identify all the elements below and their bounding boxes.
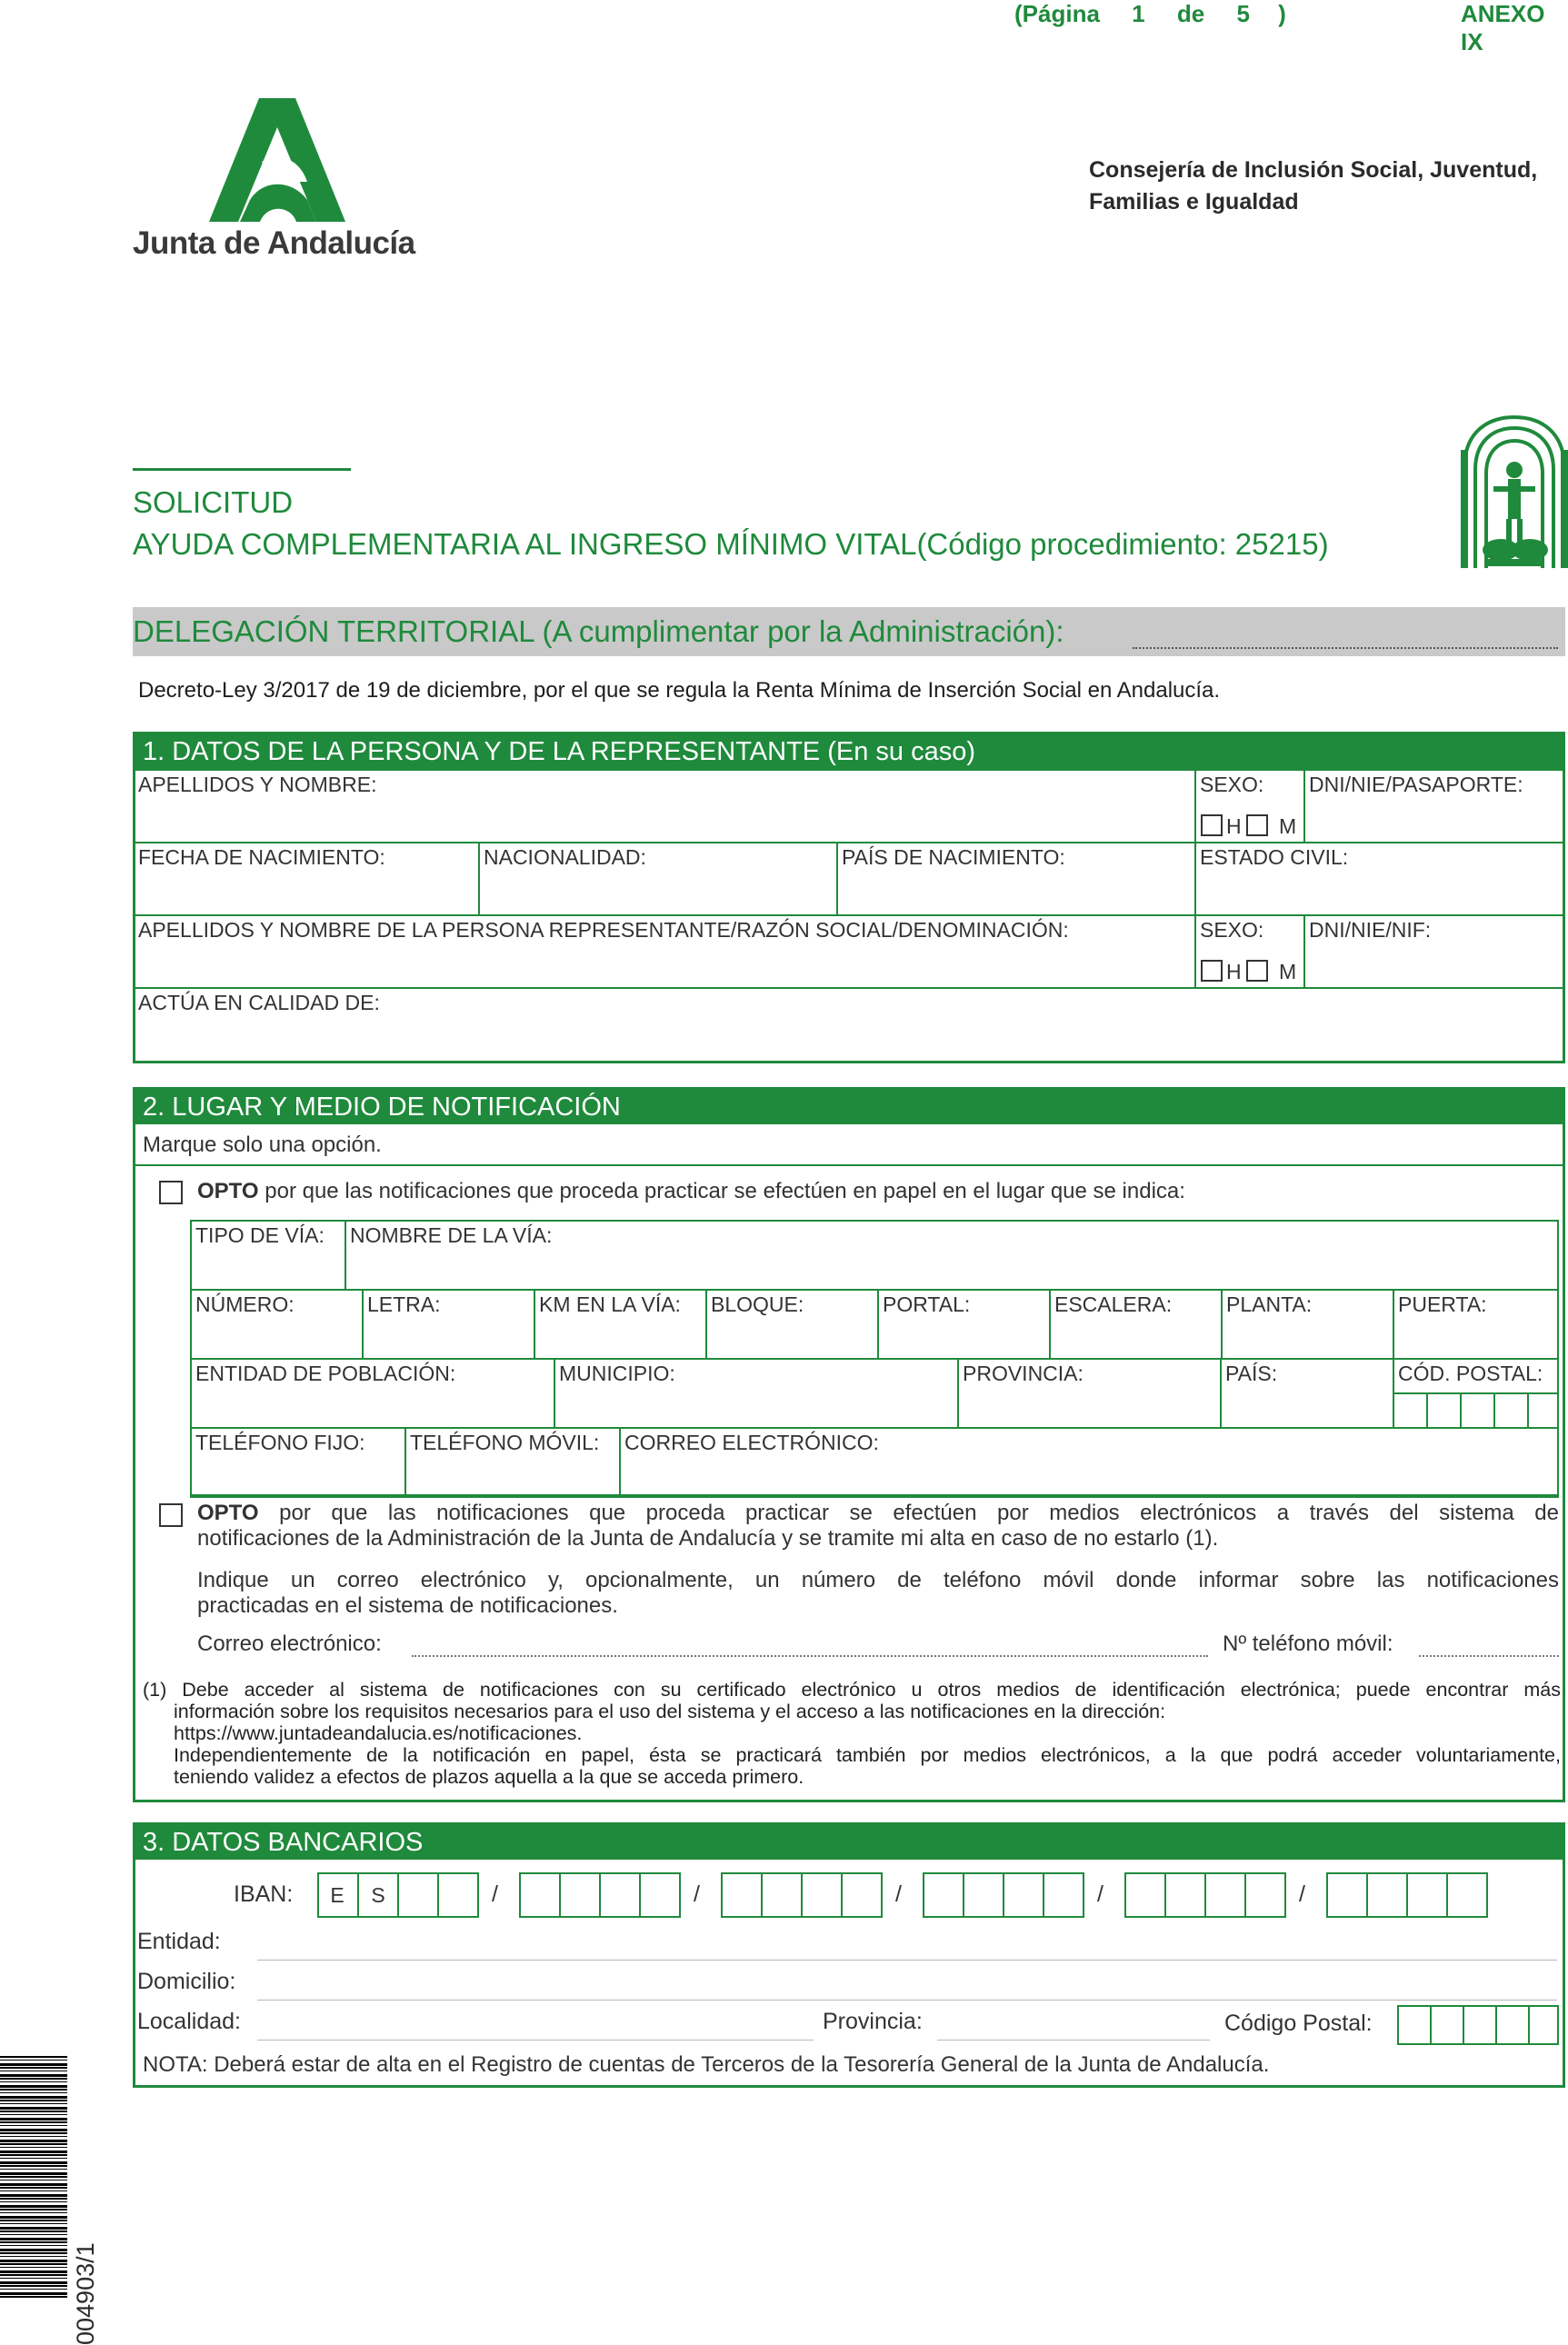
annex-label: ANEXO IX [1461, 0, 1545, 55]
cod-postal-boxes[interactable] [1393, 1392, 1559, 1429]
iban-separator: / [895, 1881, 902, 1907]
iban-block-5[interactable] [1326, 1872, 1488, 1918]
department [1089, 155, 1537, 218]
footnote-1 [143, 1679, 1561, 1788]
planta-field[interactable] [1221, 1289, 1394, 1360]
telefono-movil-field[interactable] [404, 1427, 621, 1498]
footnote-line-1: (1) Debe acceder al sistema de notificaciones con su certificado electrónico u otros medios de identificación electrónica; puede encontrar más [143, 1679, 1561, 1701]
escalera-field[interactable] [1049, 1289, 1223, 1360]
municipio-field[interactable] [554, 1358, 959, 1429]
municipio-label: MUNICIPIO: [559, 1362, 675, 1385]
sexo-label: SEXO: [1200, 773, 1264, 796]
bank-entidad-input[interactable] [257, 1960, 1557, 1961]
section-3-title: 3. DATOS BANCARIOS [135, 1825, 1563, 1860]
dni-nif-field[interactable] [1303, 914, 1565, 989]
iban-digit [559, 1874, 599, 1916]
km-via-field[interactable] [534, 1289, 707, 1360]
opto-papel-desc: por que las notificaciones que proceda practicar se efectúen en papel en el lugar que se indica: [265, 1179, 1185, 1203]
sexo-rep-h-label: H [1226, 960, 1242, 983]
opto-electronico-checkbox[interactable] [159, 1503, 183, 1527]
iban-separator: / [694, 1881, 700, 1907]
dni-nif-label: DNI/NIE/NIF: [1309, 918, 1432, 942]
cp-box-divider [1527, 1394, 1529, 1427]
logo-text: Junta de Andalucía [133, 225, 415, 261]
iban-separator: / [1097, 1881, 1104, 1907]
opto-papel-checkbox[interactable] [159, 1181, 183, 1204]
page-close: ) [1278, 0, 1286, 27]
puerta-field[interactable] [1393, 1289, 1559, 1360]
movil-notif-input[interactable] [1419, 1655, 1559, 1657]
iban-digit [761, 1874, 801, 1916]
sexo-h-label: H [1226, 814, 1242, 838]
opto-electronico-line-2: notificaciones de la Administración de la Junta de Andalucía y se tramite mi alta en caso de no estarlo (1). [197, 1526, 1219, 1551]
nacionalidad-label: NACIONALIDAD: [484, 845, 646, 869]
iban-separator: / [492, 1881, 498, 1907]
pais-label: PAÍS: [1225, 1362, 1278, 1385]
section-2-title: 2. LUGAR Y MEDIO DE NOTIFICACIÓN [135, 1090, 1563, 1124]
telefono-movil-label: TELÉFONO MÓVIL: [410, 1431, 600, 1454]
provincia-field[interactable] [957, 1358, 1222, 1429]
iban-block-3[interactable] [923, 1872, 1084, 1918]
footnote-line-5: teniendo validez a efectos de plazos aquella a la que se acceda primero. [174, 1766, 804, 1788]
iban-digit [599, 1874, 639, 1916]
page-number: 1 [1132, 0, 1145, 27]
estado-civil-field[interactable] [1194, 842, 1565, 916]
bank-domicilio-input[interactable] [257, 2000, 1557, 2001]
decreto-text: Decreto-Ley 3/2017 de 19 de diciembre, por el que se regula la Renta Mínima de Inserción Social en Andalucía. [138, 678, 1221, 703]
iban-digit [1043, 1874, 1083, 1916]
sexo-h-checkbox[interactable] [1201, 814, 1223, 836]
pais-nacimiento-field[interactable] [836, 842, 1196, 916]
bloque-field[interactable] [705, 1289, 879, 1360]
cp-digit [1430, 2007, 1463, 2043]
puerta-label: PUERTA: [1398, 1292, 1487, 1316]
numero-label: NÚMERO: [195, 1292, 295, 1316]
dni-pasaporte-field[interactable] [1303, 769, 1565, 843]
department-line-1: Consejería de Inclusión Social, Juventud, [1089, 157, 1538, 183]
opto-papel-bold: OPTO [197, 1179, 259, 1203]
fecha-nacimiento-field[interactable] [133, 842, 480, 916]
indique-line-1: Indique un correo electrónico y, opcionalmente, un número de teléfono móvil donde informar sobre las notificaciones [197, 1568, 1559, 1592]
provincia-label: PROVINCIA: [963, 1362, 1084, 1385]
bloque-label: BLOQUE: [711, 1292, 804, 1316]
letra-label: LETRA: [367, 1292, 441, 1316]
bank-domicilio-label: Domicilio: [137, 1969, 236, 1994]
estado-civil-label: ESTADO CIVIL: [1200, 845, 1349, 869]
letra-field[interactable] [362, 1289, 535, 1360]
entidad-poblacion-field[interactable] [190, 1358, 555, 1429]
cp-digit [1528, 2007, 1557, 2043]
form-procedure-title: AYUDA COMPLEMENTARIA AL INGRESO MÍNIMO VITAL(Código procedimiento: 25215) [133, 527, 1329, 561]
correo-electronico-label: CORREO ELECTRÓNICO: [624, 1431, 879, 1454]
opto-electronico-desc-1: por que las notificaciones que proceda practicar se efectúen por medios electrónicos a través del sistema de [279, 1501, 1560, 1525]
footnote-url: https://www.juntadeandalucia.es/notificaciones. [174, 1722, 583, 1744]
form-type-title: SOLICITUD [133, 485, 294, 519]
iban-check-digit [397, 1874, 437, 1916]
movil-notif-label: Nº teléfono móvil: [1223, 1632, 1393, 1656]
barcode [0, 2056, 67, 2300]
sexo-rep-m-label: M [1279, 960, 1297, 983]
apellidos-nombre-label: APELLIDOS Y NOMBRE: [138, 773, 377, 796]
iban-digit [1003, 1874, 1043, 1916]
numero-field[interactable] [190, 1289, 364, 1360]
iban-check-digit [437, 1874, 477, 1916]
iban-separator: / [1299, 1881, 1305, 1907]
footnote-line-4: Independientemente de la notificación en papel, ésta se practicará también por medios electrónicos, a la que podrá acceder voluntariamente, [174, 1744, 1561, 1766]
dni-pasaporte-label: DNI/NIE/PASAPORTE: [1309, 773, 1523, 796]
bank-localidad-input[interactable] [257, 2040, 814, 2041]
pais-field[interactable] [1220, 1358, 1394, 1429]
sexo-m-label: M [1279, 814, 1297, 838]
iban-digit [841, 1874, 881, 1916]
junta-logo-icon [209, 98, 345, 222]
fecha-nacimiento-label: FECHA DE NACIMIENTO: [138, 845, 385, 869]
section-2 [133, 1087, 1565, 1802]
telefono-fijo-field[interactable] [190, 1427, 406, 1498]
indique-line-2: practicadas en el sistema de notificaciones. [197, 1593, 618, 1618]
delegacion-fill-line[interactable] [1133, 647, 1558, 649]
coat-of-arms-icon [1461, 414, 1568, 568]
iban-block-2[interactable] [721, 1872, 883, 1918]
department-line-2: Familias e Igualdad [1089, 189, 1299, 215]
page-indicator [1014, 0, 1286, 28]
telefono-fijo-label: TELÉFONO FIJO: [195, 1431, 365, 1454]
iban-char-s: S [357, 1874, 397, 1916]
iban-digit [1446, 1874, 1486, 1916]
actua-calidad-field[interactable] [133, 987, 1565, 1063]
escalera-label: ESCALERA: [1054, 1292, 1173, 1316]
nombre-via-field[interactable] [345, 1220, 1559, 1291]
bank-entidad-label: Entidad: [137, 1929, 221, 1954]
section-1-title: 1. DATOS DE LA PERSONA Y DE LA REPRESENTANTE (En su caso) [135, 734, 1563, 769]
bank-provincia-label: Provincia: [823, 2009, 923, 2034]
section-2-divider [135, 1164, 1563, 1166]
cp-box-divider [1493, 1394, 1495, 1427]
planta-label: PLANTA: [1226, 1292, 1313, 1316]
cp-box-divider [1460, 1394, 1462, 1427]
bank-codigo-postal-boxes[interactable] [1397, 2005, 1559, 2045]
km-via-label: KM EN LA VÍA: [539, 1292, 681, 1316]
representante-label: APELLIDOS Y NOMBRE DE LA PERSONA REPRESENTANTE/RAZÓN SOCIAL/DENOMINACIÓN: [138, 918, 1069, 942]
nombre-via-label: NOMBRE DE LA VÍA: [350, 1223, 553, 1247]
tipo-via-label: TIPO DE VÍA: [195, 1223, 325, 1247]
representante-field[interactable] [133, 914, 1196, 989]
tipo-via-field[interactable] [190, 1220, 346, 1291]
pais-nacimiento-label: PAÍS DE NACIMIENTO: [842, 845, 1065, 869]
address-grid [190, 1220, 1559, 1496]
cp-box-divider [1426, 1394, 1428, 1427]
bank-codigo-postal-label: Código Postal: [1224, 2011, 1373, 2036]
apellidos-nombre-field[interactable] [133, 769, 1196, 843]
opto-electronico-line-1 [197, 1501, 1559, 1526]
bank-provincia-input[interactable] [937, 2040, 1210, 2041]
marque-text: Marque solo una opción. [143, 1133, 382, 1157]
iban-digit [963, 1874, 1003, 1916]
iban-label: IBAN: [234, 1881, 294, 1907]
actua-calidad-label: ACTÚA EN CALIDAD DE: [138, 991, 380, 1014]
opto-papel-text [197, 1179, 1185, 1204]
sexo-rep-h-checkbox[interactable] [1201, 960, 1223, 982]
iban-digit [1244, 1874, 1284, 1916]
correo-notif-input[interactable] [412, 1655, 1208, 1657]
iban-block-4[interactable] [1124, 1872, 1286, 1918]
iban-digit [1204, 1874, 1244, 1916]
bank-localidad-label: Localidad: [137, 2009, 241, 2034]
iban-digit [1164, 1874, 1204, 1916]
correo-notif-label: Correo electrónico: [197, 1632, 382, 1656]
sexo-m-checkbox[interactable] [1246, 814, 1268, 836]
iban-block-1[interactable] [519, 1872, 681, 1918]
portal-field[interactable] [877, 1289, 1051, 1360]
title-rule [133, 468, 351, 471]
correo-electronico-field[interactable] [619, 1427, 1559, 1498]
barcode-code: 004903/1 [72, 2242, 99, 2345]
delegacion-band [133, 607, 1565, 656]
opto-electronico-bold: OPTO [197, 1501, 259, 1525]
footnote-line-2: información sobre los requisitos necesarios para el uso del sistema y el acceso a las notificaciones en la dirección: [174, 1701, 1166, 1722]
iban-char-e: E [330, 1883, 345, 1907]
cp-digit [1463, 2007, 1495, 2043]
cod-postal-label: CÓD. POSTAL: [1398, 1362, 1543, 1385]
nacionalidad-field[interactable] [478, 842, 838, 916]
delegacion-label: DELEGACIÓN TERRITORIAL (A cumplimentar por la Administración): [133, 614, 1064, 648]
cp-digit [1495, 2007, 1528, 2043]
portal-label: PORTAL: [883, 1292, 971, 1316]
iban-country-boxes[interactable] [317, 1872, 479, 1918]
section-3 [133, 1822, 1565, 2088]
page-of: de [1176, 0, 1205, 27]
iban-digit [1406, 1874, 1446, 1916]
iban-digit [801, 1874, 841, 1916]
address-row-2 [190, 1289, 1559, 1360]
page-total: 5 [1236, 0, 1250, 27]
iban-digit [639, 1874, 679, 1916]
section-1 [133, 732, 1565, 1063]
page-label: (Página [1014, 0, 1100, 27]
bank-nota-text: NOTA: Deberá estar de alta en el Registro de cuentas de Terceros de la Tesorería General de la Junta de Andalucía. [143, 2052, 1270, 2077]
entidad-poblacion-label: ENTIDAD DE POBLACIÓN: [195, 1362, 456, 1385]
sexo-rep-m-checkbox[interactable] [1246, 960, 1268, 982]
sexo-representante-label: SEXO: [1200, 918, 1264, 942]
iban-digit [1366, 1874, 1406, 1916]
